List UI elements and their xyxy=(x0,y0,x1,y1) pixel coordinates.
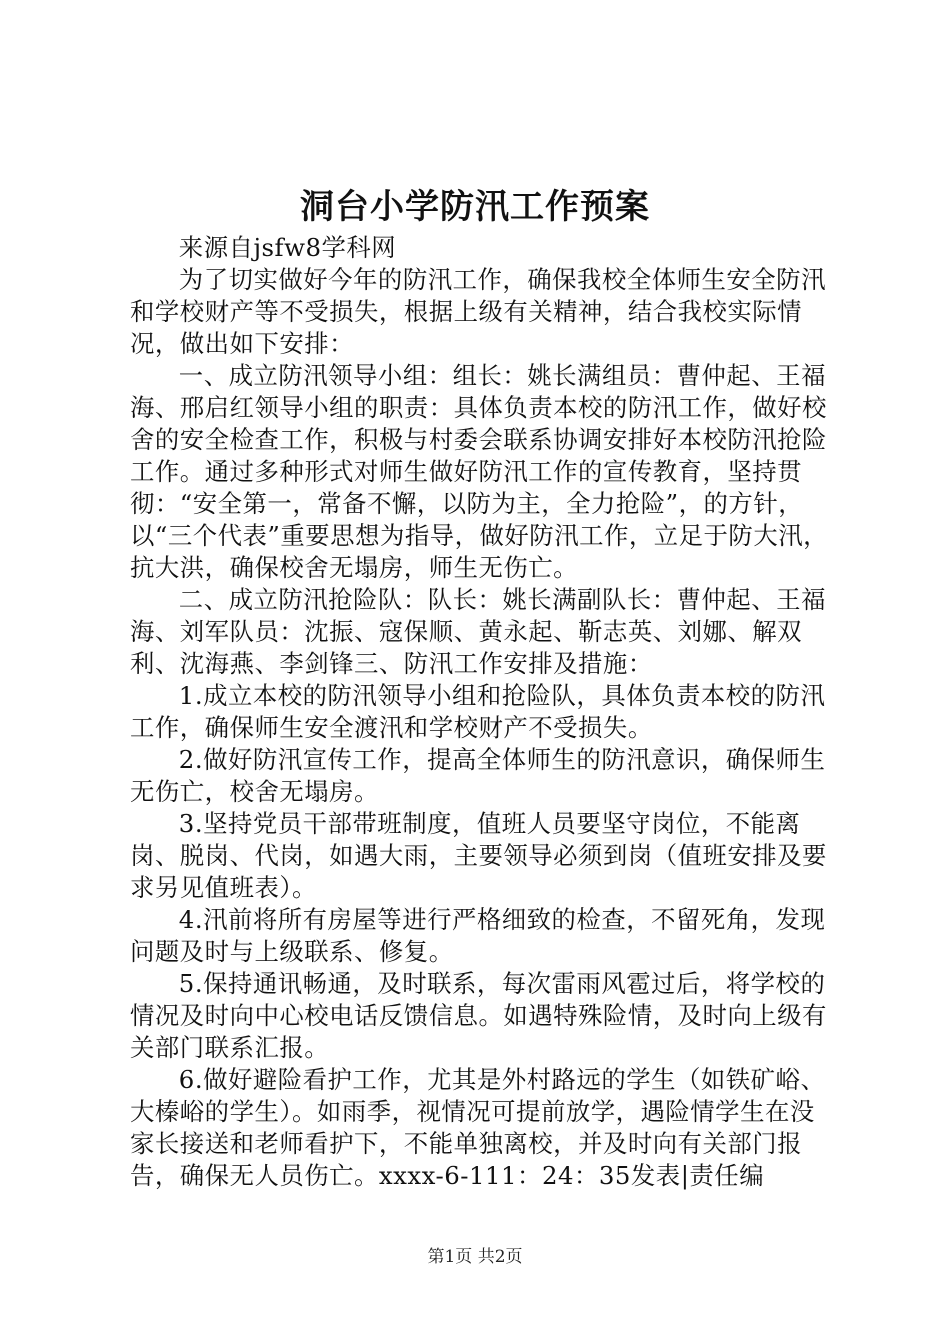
measure-item-5: 5.保持通讯畅通，及时联系，每次雷雨风雹过后，将学校的情况及时向中心校电话反馈信息。如遇特殊险情，及时向上级有关部门联系汇报。 xyxy=(130,969,827,1062)
document-body xyxy=(130,232,830,1192)
source-line: 来源自jsfw8学科网 xyxy=(178,233,397,262)
section-rescue-team: 二、成立防汛抢险队：队长：姚长满副队长：曹仲起、王福海、刘军队员：沈振、寇保顺、黄永起、靳志英、刘娜、解双利、沈海燕、李剑锋三、防汛工作安排及措施： xyxy=(130,585,826,678)
measure-item-3: 3.坚持党员干部带班制度，值班人员要坚守岗位，不能离岗、脱岗、代岗，如遇大雨，主要领导必须到岗（值班安排及要求另见值班表）。 xyxy=(130,809,827,902)
measure-item-4: 4.汛前将所有房屋等进行严格细致的检查，不留死角，发现问题及时与上级联系、修复。 xyxy=(130,905,826,966)
measure-item-1: 1.成立本校的防汛领导小组和抢险队，具体负责本校的防汛工作，确保师生安全渡汛和学校财产不受损失。 xyxy=(130,681,826,742)
section-leadership-group: 一、成立防汛领导小组：组长：姚长满组员：曹仲起、王福海、邢启红领导小组的职责：具体负责本校的防汛工作，做好校舍的安全检查工作，积极与村委会联系协调安排好本校防汛抢险工作。通过多种形式对师生做好防汛工作的宣传教育，坚持贯彻：“安全第一，常备不懈，以防为主，全力抢险”，的方针，以“三个代表”重要思想为指导，做好防汛工作，立足于防大汛，抗大洪，确保校舍无塌房，师生无伤亡。 xyxy=(130,361,828,582)
measure-item-2: 2.做好防汛宣传工作，提高全体师生的防汛意识，确保师生无伤亡，校舍无塌房。 xyxy=(130,745,826,806)
intro-paragraph: 为了切实做好今年的防汛工作，确保我校全体师生安全防汛和学校财产等不受损失，根据上级有关精神，结合我校实际情况，做出如下安排： xyxy=(130,265,826,358)
document-title: 洞台小学防汛工作预案 xyxy=(300,187,650,227)
measure-item-6: 6.做好避险看护工作，尤其是外村路远的学生（如铁矿峪、大榛峪的学生）。如雨季，视情况可提前放学，遇险情学生在没家长接送和老师看护下，不能单独离校，并及时向有关部门报告，确保无人员伤亡。xxxx-6-111：24：35发表|责任编 xyxy=(130,1065,826,1190)
page-number: 第1页 共2页 xyxy=(427,1247,523,1267)
